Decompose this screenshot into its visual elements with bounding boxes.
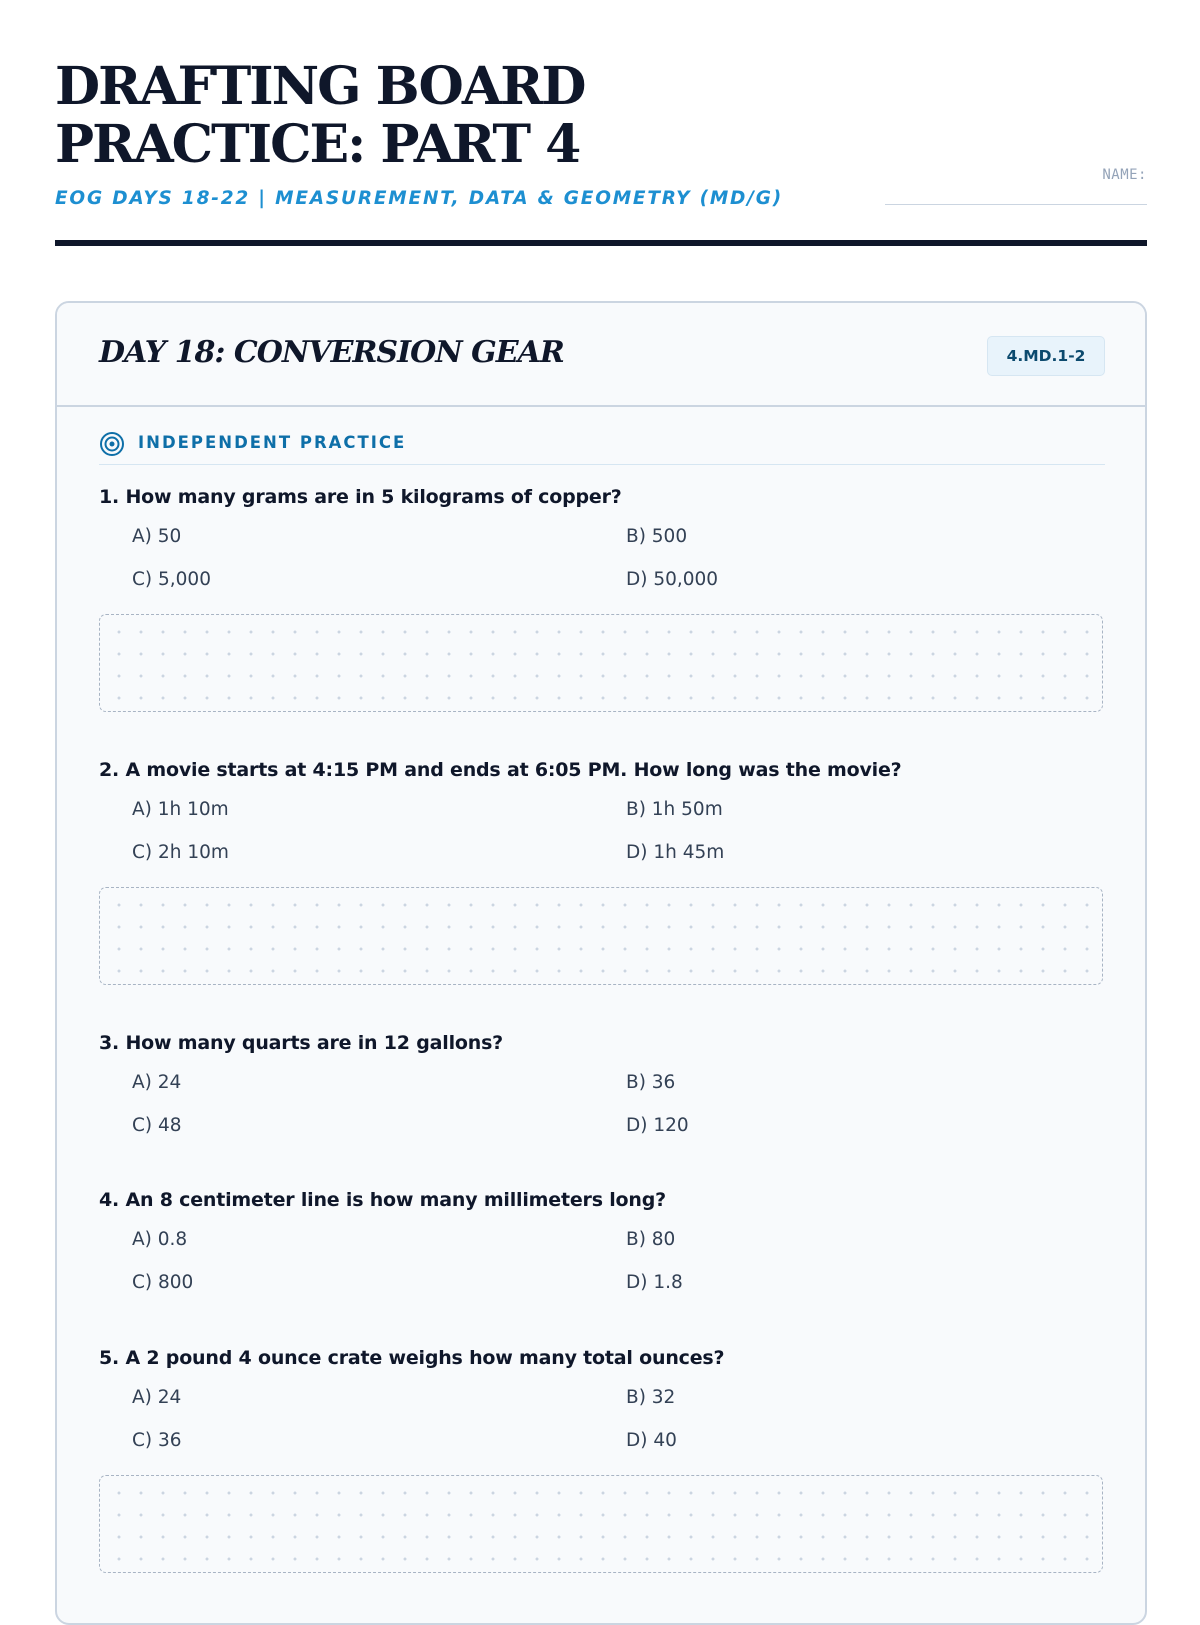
option-c[interactable]: C) 2h 10m xyxy=(132,842,229,863)
option-a[interactable]: A) 1h 10m xyxy=(132,799,229,820)
question-text: 4. An 8 centimeter line is how many millimeters long? xyxy=(99,1189,666,1211)
page-title-line-2: PRACTICE: PART 4 xyxy=(55,114,580,175)
option-a[interactable]: A) 50 xyxy=(132,526,182,547)
section-label: INDEPENDENT PRACTICE xyxy=(138,433,407,452)
option-d[interactable]: D) 50,000 xyxy=(626,569,719,590)
option-a[interactable]: A) 0.8 xyxy=(132,1229,188,1250)
day-card-header xyxy=(57,303,1145,407)
page-title xyxy=(55,58,695,174)
work-area-5[interactable] xyxy=(99,1475,1103,1573)
question-text: 3. How many quarts are in 12 gallons? xyxy=(99,1032,504,1054)
option-c[interactable]: C) 48 xyxy=(132,1115,182,1136)
option-a[interactable]: A) 24 xyxy=(132,1072,182,1093)
question-5 xyxy=(99,1347,1105,1451)
section-header xyxy=(99,430,1105,465)
option-c[interactable]: C) 800 xyxy=(132,1272,194,1293)
standard-badge: 4.MD.1-2 xyxy=(987,336,1105,376)
option-a[interactable]: A) 24 xyxy=(132,1387,182,1408)
day-title: DAY 18: CONVERSION GEAR xyxy=(99,335,564,370)
name-field-line[interactable] xyxy=(885,204,1147,205)
page-subtitle: EOG DAYS 18-22 | MEASUREMENT, DATA & GEOMETRY (MD/G) xyxy=(55,188,783,209)
option-b[interactable]: B) 36 xyxy=(626,1072,676,1093)
work-area-2[interactable] xyxy=(99,887,1103,985)
option-b[interactable]: B) 1h 50m xyxy=(626,799,723,820)
page-title-line-1: DRAFTING BOARD xyxy=(55,56,585,117)
question-1 xyxy=(99,486,1105,590)
question-2 xyxy=(99,759,1105,863)
target-icon xyxy=(99,431,125,457)
question-4 xyxy=(99,1189,1105,1293)
work-area-1[interactable] xyxy=(99,614,1103,712)
day-card xyxy=(55,301,1147,1625)
question-text: 5. A 2 pound 4 ounce crate weighs how many total ounces? xyxy=(99,1347,725,1369)
option-b[interactable]: B) 80 xyxy=(626,1229,676,1250)
option-b[interactable]: B) 500 xyxy=(626,526,688,547)
option-d[interactable]: D) 40 xyxy=(626,1430,677,1451)
question-text: 2. A movie starts at 4:15 PM and ends at 6:05 PM. How long was the movie? xyxy=(99,759,902,781)
header-divider xyxy=(55,240,1147,246)
option-d[interactable]: D) 1h 45m xyxy=(626,842,725,863)
option-c[interactable]: C) 36 xyxy=(132,1430,182,1451)
name-label: NAME: xyxy=(1102,167,1147,183)
question-text: 1. How many grams are in 5 kilograms of copper? xyxy=(99,486,622,508)
option-c[interactable]: C) 5,000 xyxy=(132,569,211,590)
question-3 xyxy=(99,1032,1105,1136)
option-d[interactable]: D) 120 xyxy=(626,1115,689,1136)
option-d[interactable]: D) 1.8 xyxy=(626,1272,683,1293)
option-b[interactable]: B) 32 xyxy=(626,1387,676,1408)
